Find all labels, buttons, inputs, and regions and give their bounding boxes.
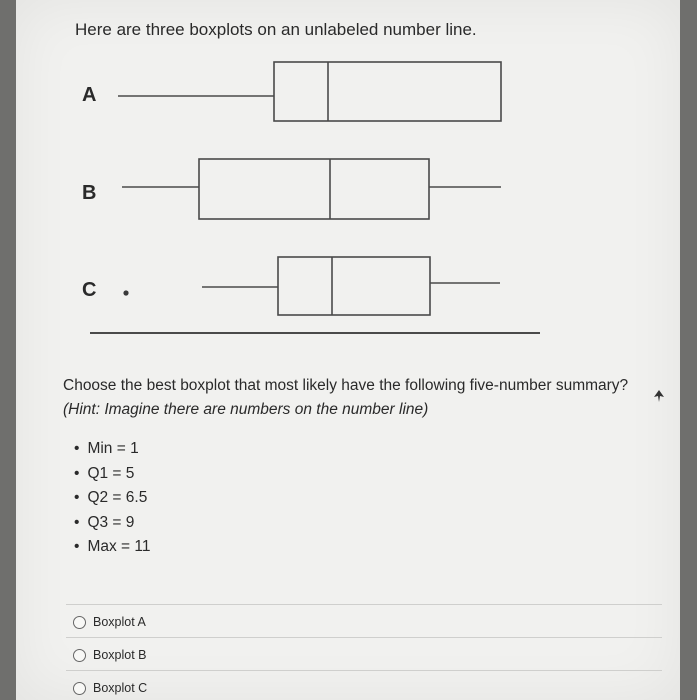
radio-button[interactable] (73, 616, 86, 629)
question-header: Here are three boxplots on an unlabeled number line. (75, 20, 477, 39)
boxplot-label-b: B (82, 182, 97, 204)
choice-label: Boxplot A (93, 615, 146, 629)
choice-divider (66, 637, 662, 638)
boxplot-b-box (199, 159, 429, 219)
choice-boxplot-b[interactable] (73, 644, 147, 666)
boxplot-label-a: A (82, 84, 97, 106)
summary-item: • Q3 = 9 (74, 511, 150, 536)
cursor-icon (654, 390, 664, 402)
choice-boxplot-a[interactable] (73, 611, 146, 633)
radio-button[interactable] (73, 682, 86, 695)
boxplots-figure (16, 0, 680, 360)
choice-boxplot-c[interactable] (73, 677, 147, 699)
summary-item: • Max = 11 (74, 535, 150, 560)
question-page (16, 0, 680, 700)
five-number-summary (74, 437, 150, 560)
choice-divider (66, 604, 662, 605)
choice-label: Boxplot B (93, 648, 147, 662)
summary-item: • Min = 1 (74, 437, 150, 462)
radio-button[interactable] (73, 649, 86, 662)
boxplot-label-c: C (82, 279, 97, 301)
summary-item: • Q2 = 6.5 (74, 486, 150, 511)
question-hint: (Hint: Imagine there are numbers on the number line) (63, 401, 429, 418)
summary-item: • Q1 = 5 (74, 462, 150, 487)
boxplot-c-outlier-dot (123, 290, 128, 295)
boxplot-a-box (274, 62, 501, 121)
boxplot-c-box (278, 257, 430, 315)
question-text: Choose the best boxplot that most likely have the following five-number summary? (63, 377, 629, 394)
question-prompt (63, 374, 663, 422)
choice-divider (66, 670, 662, 671)
choice-label: Boxplot C (93, 681, 148, 695)
